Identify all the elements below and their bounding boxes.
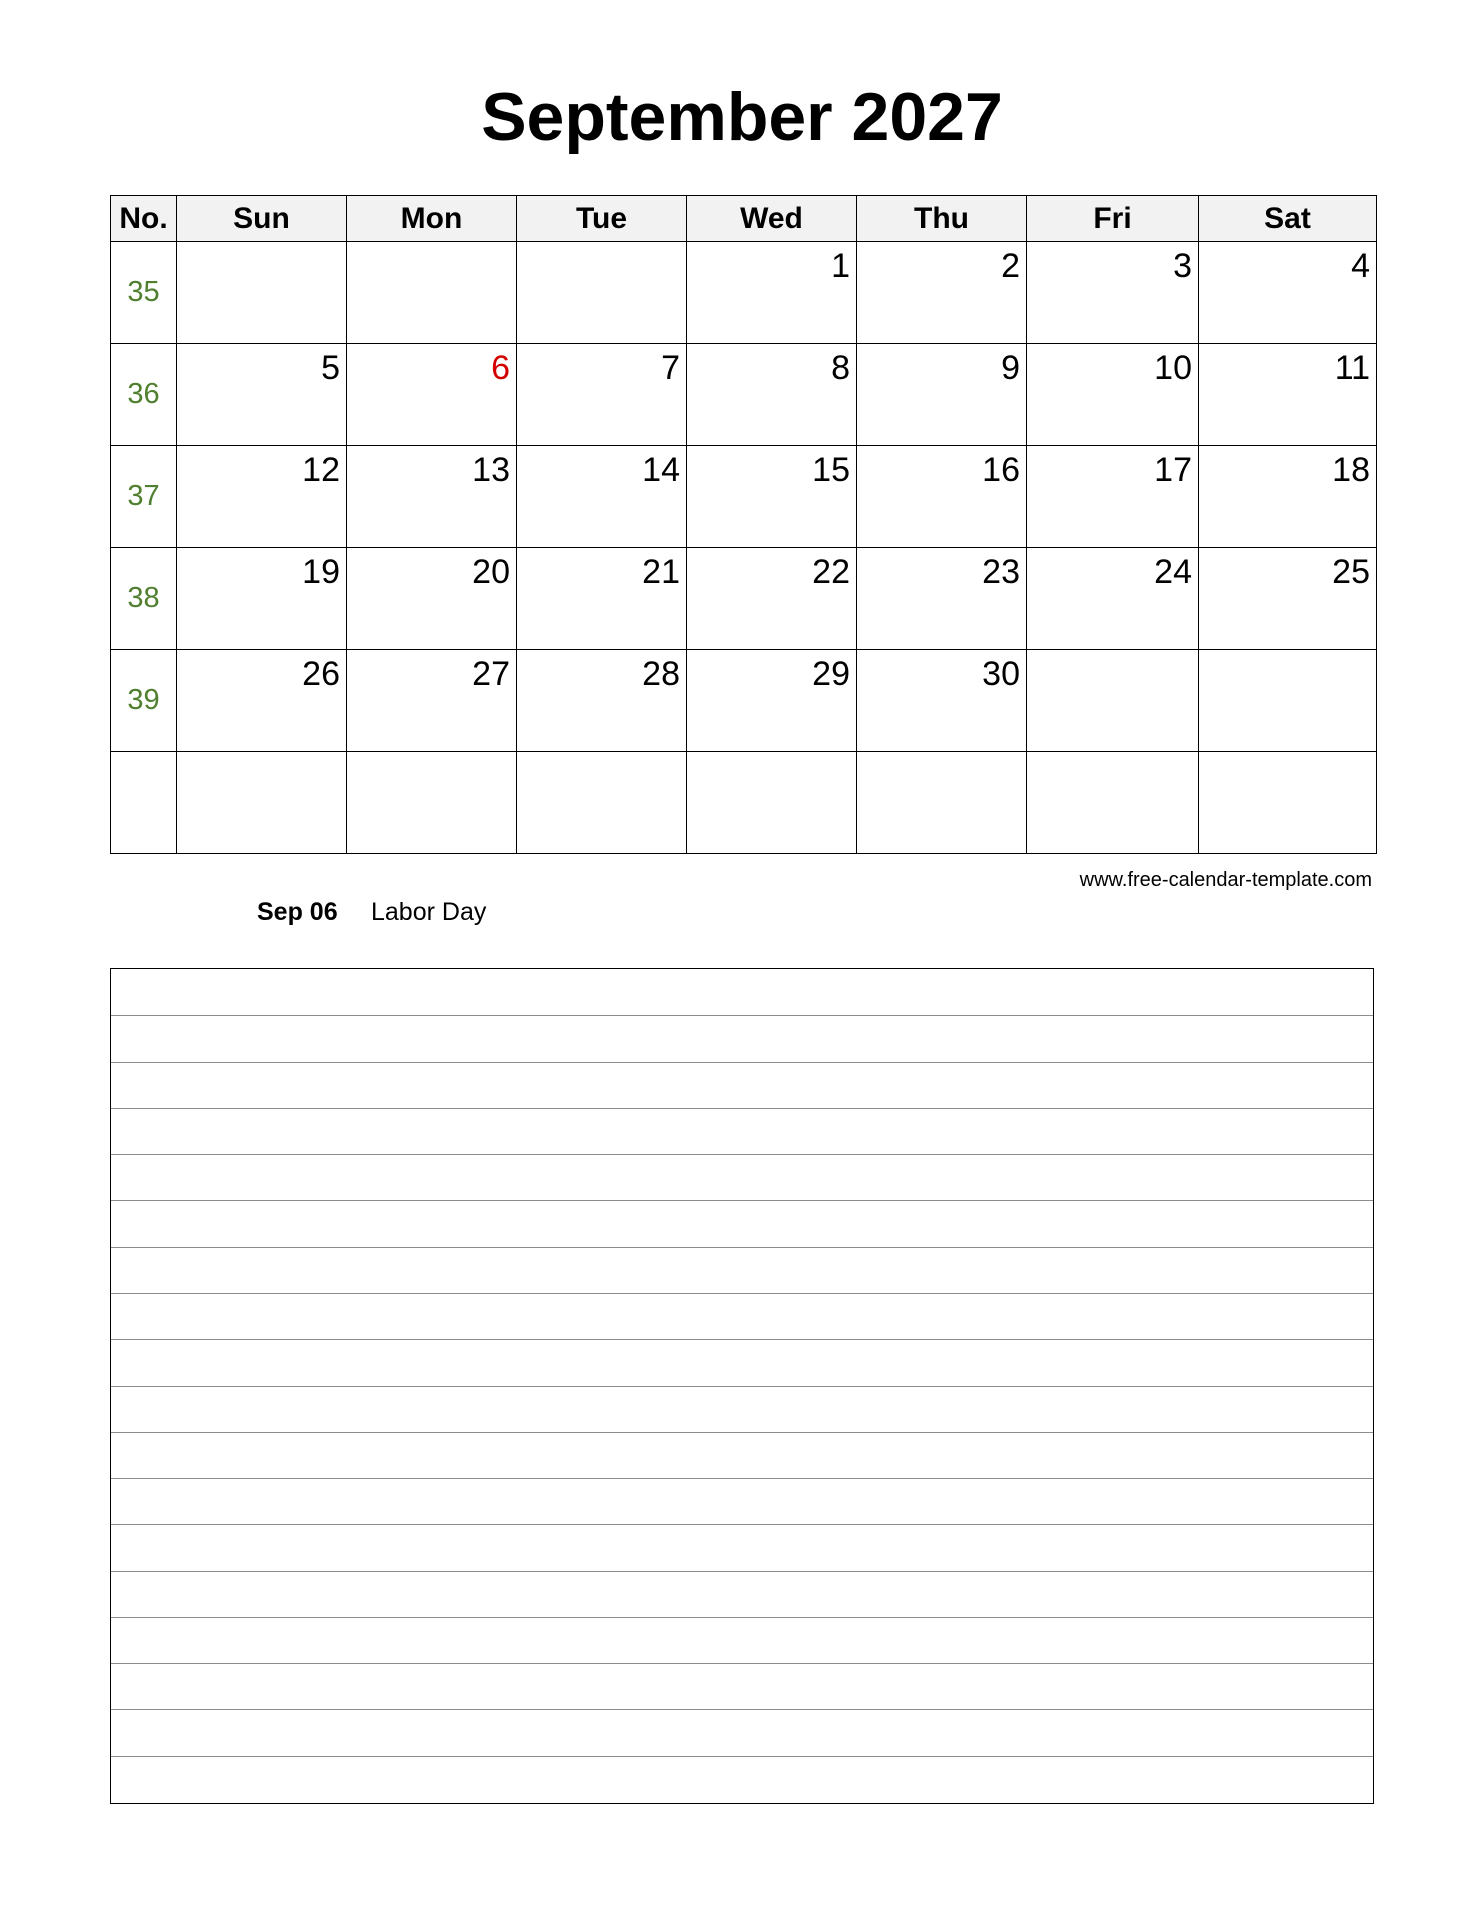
weekday-header-mon: Mon	[347, 196, 517, 242]
day-number: 14	[642, 451, 680, 489]
note-line	[111, 1524, 1373, 1525]
day-number: 17	[1154, 451, 1192, 489]
day-cell[interactable]	[517, 446, 687, 548]
day-cell[interactable]	[1199, 242, 1377, 344]
day-number: 7	[661, 349, 680, 387]
week-row	[111, 548, 1377, 650]
week-number	[111, 752, 177, 854]
day-cell[interactable]	[857, 344, 1027, 446]
note-line	[111, 1663, 1373, 1664]
day-number: 8	[831, 349, 850, 387]
holiday-list	[257, 897, 486, 927]
notes-area[interactable]	[110, 968, 1374, 1804]
note-line	[111, 1386, 1373, 1387]
calendar-grid	[110, 195, 1377, 854]
day-cell[interactable]	[857, 548, 1027, 650]
day-number: 23	[982, 553, 1020, 591]
holiday-name: Labor Day	[371, 898, 487, 926]
day-cell[interactable]	[1199, 650, 1377, 752]
day-cell[interactable]	[687, 548, 857, 650]
day-cell[interactable]	[347, 650, 517, 752]
note-line	[111, 1478, 1373, 1479]
weekday-header-fri: Fri	[1027, 196, 1199, 242]
weekday-header-tue: Tue	[517, 196, 687, 242]
day-number: 26	[302, 655, 340, 693]
week-number-header: No.	[111, 196, 177, 242]
day-number: 9	[1001, 349, 1020, 387]
day-number	[1199, 752, 1376, 756]
day-number	[857, 752, 1026, 756]
note-line	[111, 1062, 1373, 1063]
holiday-date: Sep 06	[257, 898, 338, 926]
day-cell[interactable]	[177, 548, 347, 650]
day-number: 22	[812, 553, 850, 591]
week-number: 35	[111, 242, 177, 344]
day-cell[interactable]	[177, 650, 347, 752]
day-number	[177, 242, 346, 246]
day-cell[interactable]	[347, 752, 517, 854]
day-number-holiday: 6	[491, 349, 510, 387]
day-number	[1027, 650, 1198, 654]
week-row	[111, 344, 1377, 446]
day-cell[interactable]	[687, 344, 857, 446]
note-line	[111, 1432, 1373, 1433]
day-cell[interactable]	[517, 242, 687, 344]
day-number: 21	[642, 553, 680, 591]
day-cell[interactable]	[177, 242, 347, 344]
day-cell[interactable]	[1027, 752, 1199, 854]
week-number: 36	[111, 344, 177, 446]
day-number	[687, 752, 856, 756]
day-cell[interactable]	[857, 650, 1027, 752]
day-number: 20	[472, 553, 510, 591]
holiday-item	[257, 897, 486, 927]
day-cell[interactable]	[857, 446, 1027, 548]
day-number: 30	[982, 655, 1020, 693]
day-number: 10	[1154, 349, 1192, 387]
day-number	[517, 242, 686, 246]
day-cell[interactable]	[347, 242, 517, 344]
day-cell[interactable]	[517, 344, 687, 446]
note-line	[111, 1709, 1373, 1710]
day-cell[interactable]	[687, 650, 857, 752]
day-number: 2	[1001, 247, 1020, 285]
week-number: 38	[111, 548, 177, 650]
note-line	[111, 1617, 1373, 1618]
day-cell[interactable]	[177, 752, 347, 854]
day-number: 29	[812, 655, 850, 693]
day-number: 11	[1334, 349, 1370, 387]
week-row	[111, 650, 1377, 752]
day-cell[interactable]	[1027, 242, 1199, 344]
day-number: 28	[642, 655, 680, 693]
note-line	[111, 1339, 1373, 1340]
day-number	[517, 752, 686, 756]
day-number	[1027, 752, 1198, 756]
day-cell[interactable]	[857, 242, 1027, 344]
note-line	[111, 1108, 1373, 1109]
day-number: 25	[1332, 553, 1370, 591]
day-cell[interactable]	[177, 344, 347, 446]
day-number: 4	[1351, 247, 1370, 285]
weekday-header-sat: Sat	[1199, 196, 1377, 242]
day-cell[interactable]	[1027, 446, 1199, 548]
weekday-header-row	[111, 196, 1377, 242]
note-line	[111, 1247, 1373, 1248]
day-number	[177, 752, 346, 756]
day-cell[interactable]	[1199, 752, 1377, 854]
day-number: 13	[472, 451, 510, 489]
day-number: 5	[321, 349, 340, 387]
weekday-header-wed: Wed	[687, 196, 857, 242]
calendar-title: September 2027	[481, 79, 1003, 155]
day-number: 19	[302, 553, 340, 591]
day-cell[interactable]	[517, 650, 687, 752]
day-number: 16	[982, 451, 1020, 489]
day-cell[interactable]	[687, 242, 857, 344]
week-number: 37	[111, 446, 177, 548]
day-number: 27	[472, 655, 510, 693]
note-line	[111, 1293, 1373, 1294]
week-row	[111, 446, 1377, 548]
day-cell[interactable]	[687, 752, 857, 854]
note-line	[111, 1571, 1373, 1572]
week-number: 39	[111, 650, 177, 752]
day-cell[interactable]	[687, 446, 857, 548]
weekday-header-thu: Thu	[857, 196, 1027, 242]
day-cell[interactable]	[347, 548, 517, 650]
day-cell[interactable]	[1027, 650, 1199, 752]
website-credit: www.free-calendar-template.com	[1079, 869, 1372, 891]
day-number	[1199, 650, 1376, 654]
day-cell[interactable]	[347, 344, 517, 446]
day-cell[interactable]	[517, 752, 687, 854]
day-number	[347, 752, 516, 756]
day-number: 18	[1332, 451, 1370, 489]
note-line	[111, 1154, 1373, 1155]
day-cell[interactable]	[857, 752, 1027, 854]
day-cell[interactable]	[1199, 446, 1377, 548]
week-row	[111, 242, 1377, 344]
week-row	[111, 752, 1377, 854]
day-cell[interactable]	[517, 548, 687, 650]
day-number: 15	[812, 451, 850, 489]
day-cell[interactable]	[347, 446, 517, 548]
weekday-header-sun: Sun	[177, 196, 347, 242]
note-line	[111, 1015, 1373, 1016]
day-number: 1	[831, 247, 850, 285]
note-line	[111, 1756, 1373, 1757]
day-number	[347, 242, 516, 246]
note-line	[111, 1200, 1373, 1201]
day-cell[interactable]	[1199, 344, 1377, 446]
day-number: 3	[1173, 247, 1192, 285]
day-number: 12	[302, 451, 340, 489]
day-cell[interactable]	[177, 446, 347, 548]
day-cell[interactable]	[1027, 344, 1199, 446]
day-cell[interactable]	[1199, 548, 1377, 650]
day-cell[interactable]	[1027, 548, 1199, 650]
day-number: 24	[1154, 553, 1192, 591]
